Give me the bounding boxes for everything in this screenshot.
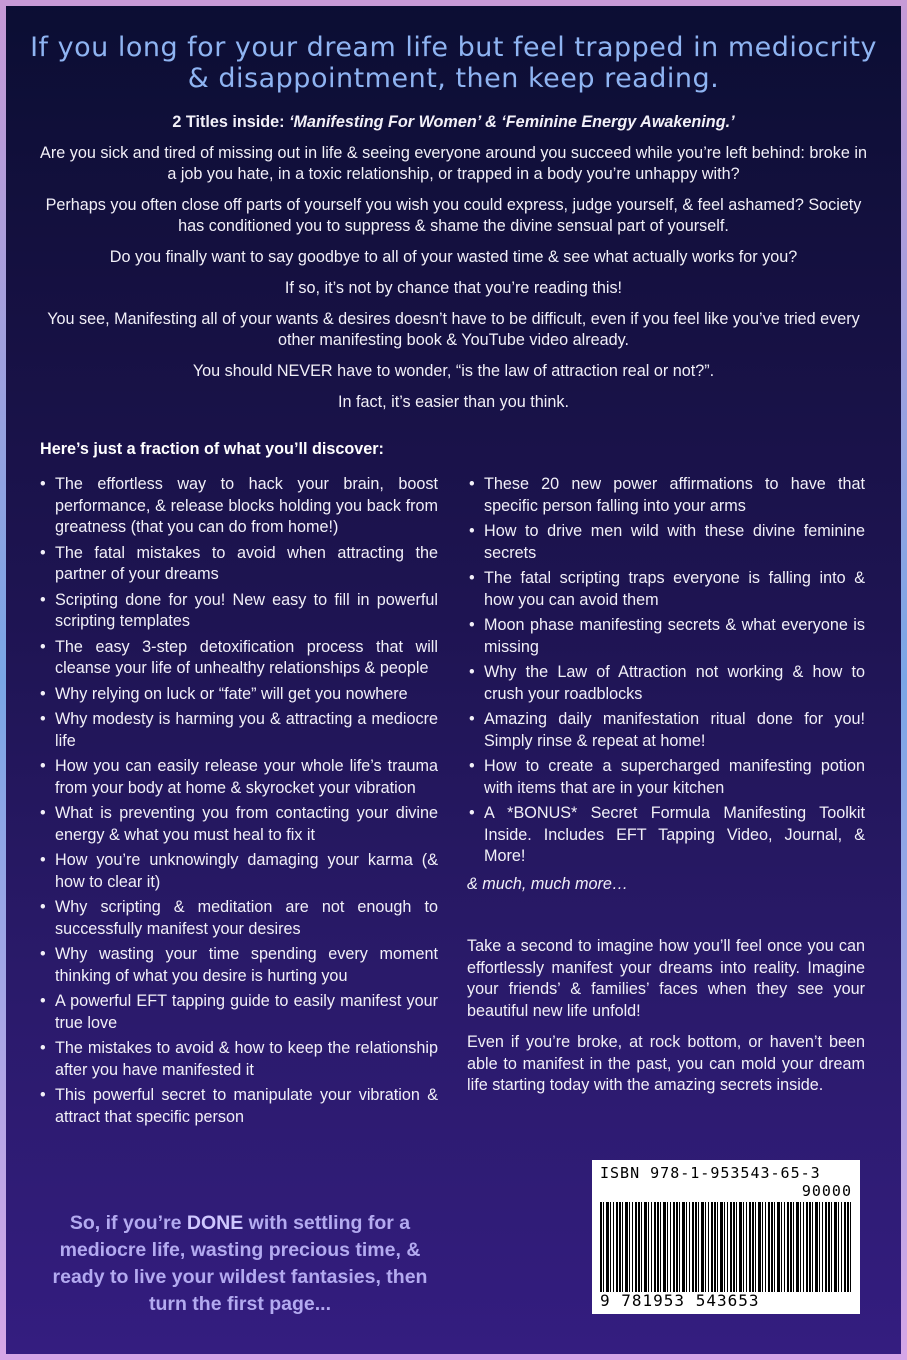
- bullet-item: • The effortless way to hack your brain, boost performance, & release blocks holding you back from greatness (that you can do from home!): [40, 475, 438, 536]
- cta-post: with settling for a mediocre life, wasting precious time, & ready to live your wildest fantasies, then turn the first page...: [52, 1212, 428, 1315]
- titles-names: ‘Manifesting For Women’ & ‘Feminine Energy Awakening.’: [289, 113, 735, 131]
- bullet-item: • A *BONUS* Secret Formula Manifesting Toolkit Inside. Includes EFT Tapping Video, Journal, & More!: [469, 804, 865, 865]
- headline: If you long for your dream life but feel trapped in mediocrity & disappointment, then keep reading.: [30, 32, 877, 94]
- bullet-icon: •: [469, 710, 475, 728]
- bullet-icon: •: [40, 804, 46, 822]
- bullet-icon: •: [469, 663, 475, 681]
- barcode-bars-icon: [600, 1202, 852, 1294]
- cta-pre: So, if you’re: [69, 1212, 187, 1234]
- bullet-icon: •: [469, 475, 475, 493]
- bullet-icon: •: [40, 1039, 46, 1057]
- call-to-action: [40, 1210, 440, 1318]
- bullet-item: • The fatal scripting traps everyone is falling into & how you can avoid them: [469, 569, 865, 609]
- bullet-icon: •: [469, 522, 475, 540]
- bullet-item: • These 20 new power affirmations to have that specific person falling into your arms: [469, 475, 865, 515]
- bullet-icon: •: [40, 757, 46, 775]
- bullet-icon: •: [469, 569, 475, 587]
- closing-paragraph: Even if you’re broke, at rock bottom, or haven’t been able to manifest in the past, you can mold your dream life starting today with the amazing secrets inside.: [467, 1033, 865, 1094]
- bullet-icon: •: [40, 543, 46, 562]
- ean-number: 9 781953 543653: [600, 1292, 852, 1310]
- bullet-item: • Moon phase manifesting secrets & what everyone is missing: [469, 616, 865, 656]
- intro-paragraph: In fact, it’s easier than you think.: [338, 393, 569, 411]
- left-bullet-column: [38, 474, 438, 1132]
- bullet-icon: •: [40, 851, 46, 869]
- intro-paragraph: You should NEVER have to wonder, “is the law of attraction real or not?”.: [192, 362, 715, 380]
- discover-heading: Here’s just a fraction of what you’ll discover:: [40, 440, 384, 458]
- titles-line: [40, 112, 867, 133]
- bullet-icon: •: [40, 1086, 46, 1104]
- bullet-item: • How to create a supercharged manifesting potion with items that are in your kitchen: [469, 757, 865, 797]
- bullet-item: • This powerful secret to manipulate your vibration & attract that specific person: [40, 1086, 438, 1126]
- bullet-icon: •: [40, 684, 46, 703]
- bullet-item: • A powerful EFT tapping guide to easily manifest your true love: [40, 992, 438, 1032]
- bullet-item: • Why the Law of Attraction not working & how to crush your roadblocks: [469, 663, 865, 703]
- isbn-barcode: [592, 1160, 860, 1314]
- bullet-item: • How you’re unknowingly damaging your karma (& how to clear it): [40, 851, 438, 891]
- bullet-icon: •: [469, 757, 475, 775]
- bullet-icon: •: [40, 992, 46, 1010]
- bullet-icon: •: [469, 804, 475, 822]
- bullet-item: • How to drive men wild with these divine feminine secrets: [469, 522, 865, 562]
- intro-section: [40, 112, 867, 423]
- bullet-icon: •: [469, 616, 475, 634]
- bullet-icon: •: [40, 590, 46, 609]
- bullet-icon: •: [40, 710, 46, 728]
- bullet-item: • The fatal mistakes to avoid when attracting the partner of your dreams: [40, 543, 438, 583]
- bullet-item: • Why scripting & meditation are not enough to successfully manifest your desires: [40, 898, 438, 938]
- bullet-item: • Why relying on luck or “fate” will get you nowhere: [38, 684, 438, 706]
- intro-paragraph: You see, Manifesting all of your wants & desires doesn’t have to be difficult, even if you feel like you’ve tried every other manifesting book & YouTube video already.: [47, 310, 860, 349]
- bullet-item: • Why modesty is harming you & attracting a mediocre life: [40, 710, 438, 750]
- bullet-icon: •: [40, 898, 46, 916]
- intro-paragraph: If so, it’s not by chance that you’re reading this!: [284, 279, 623, 297]
- much-more-text: & much, much more…: [467, 874, 629, 893]
- bullet-item: • How you can easily release your whole life’s trauma from your body at home & skyrocket your vibration: [40, 757, 438, 797]
- price-addon-code: 90000: [801, 1182, 852, 1200]
- intro-paragraph: Perhaps you often close off parts of yourself you wish you could express, judge yourself, & feel ashamed? Society has conditioned you to suppress & shame the divine sensual part of yourself.: [45, 196, 862, 235]
- bullet-item: • Why wasting your time spending every moment thinking of what you desire is hurting you: [40, 945, 438, 985]
- closing-section: [467, 936, 865, 1107]
- intro-paragraph: Are you sick and tired of missing out in life & seeing everyone around you succeed while you’re left behind: broke in a job you hate, in a toxic relationship, or trapped in a body you’re unhappy with?: [40, 144, 867, 183]
- bullet-item: • Scripting done for you! New easy to fill in powerful scripting templates: [40, 590, 438, 630]
- bullet-icon: •: [40, 637, 46, 656]
- right-bullet-column: [467, 474, 865, 895]
- bullet-item: • What is preventing you from contacting your divine energy & what you must heal to fix it: [40, 804, 438, 844]
- isbn-number: ISBN 978-1-953543-65-3: [600, 1164, 821, 1182]
- cta-emphasis: DONE: [186, 1212, 244, 1234]
- bullet-icon: •: [40, 475, 46, 493]
- bullet-icon: •: [40, 945, 46, 963]
- bullet-item: • The mistakes to avoid & how to keep the relationship after you have manifested it: [40, 1039, 438, 1079]
- closing-paragraph: Take a second to imagine how you’ll feel once you can effortlessly manifest your dreams into reality. Imagine your friends’ & families’ faces when they see your beautiful new life unfold!: [467, 937, 865, 1020]
- intro-paragraph: Do you finally want to say goodbye to all of your wasted time & see what actually works for you?: [109, 248, 798, 266]
- bullet-item: • Amazing daily manifestation ritual done for you! Simply rinse & repeat at home!: [469, 710, 865, 750]
- titles-prefix: 2 Titles inside:: [172, 113, 290, 131]
- bullet-item: • The easy 3-step detoxification process that will cleanse your life of unhealthy relationships & people: [40, 637, 438, 677]
